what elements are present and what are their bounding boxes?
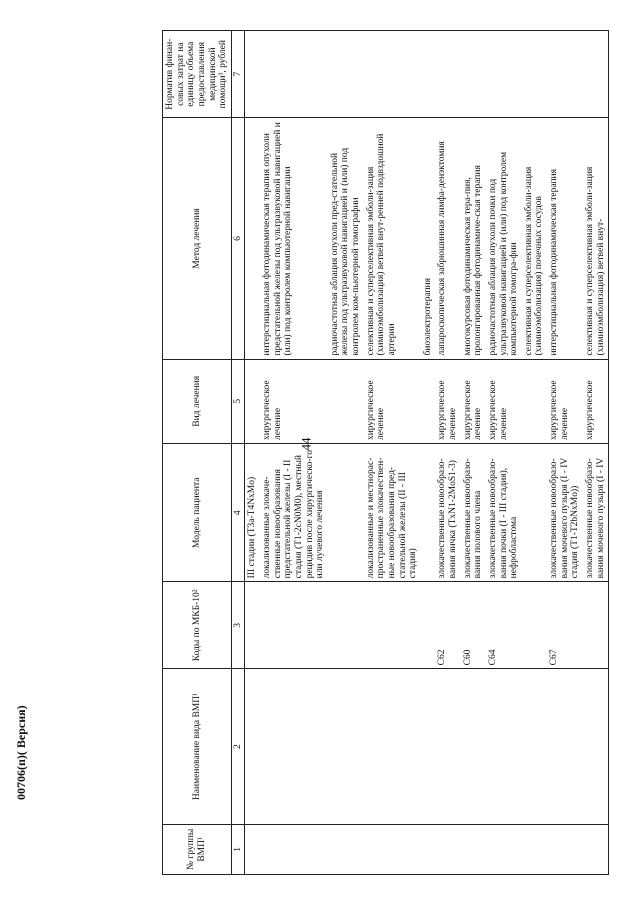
cell-type (328, 359, 364, 443)
cell-norm (260, 31, 328, 118)
col-number: 5 (231, 359, 245, 443)
cell-code (328, 582, 364, 669)
cell-method: радиочастотная аблация опухоли пред-стательной железы под ультразвуковой навигацией и (или) под контролем ком-пьютерной томографии (328, 118, 364, 359)
table-row (328, 31, 364, 875)
cell-norm (547, 31, 583, 118)
cell-name (328, 669, 364, 825)
cell-group (435, 824, 460, 874)
header-type: Вид лечения (163, 359, 232, 443)
col-number: 3 (231, 582, 245, 669)
cell-model: злокачественные новообразо-вания полового члена (461, 444, 486, 582)
cell-code: C60 (461, 582, 486, 669)
cell-method: биоэлектротерапия (421, 118, 436, 359)
cell-model (421, 444, 436, 582)
cell-model: злокачественные новообразо-вания мочевого пузыря (I - IV стадия (T1-T2bNxMo)) (547, 444, 583, 582)
cell-norm (522, 31, 547, 118)
cell-type: хирургическое лечение (486, 359, 522, 443)
cell-group (245, 824, 260, 874)
cell-type: хирургическое лечение (435, 359, 460, 443)
col-number: 7 (231, 31, 245, 118)
cell-name (547, 669, 583, 825)
cell-norm (461, 31, 486, 118)
table-row (364, 31, 421, 875)
cell-group (328, 824, 364, 874)
cell-norm (486, 31, 522, 118)
cell-name (486, 669, 522, 825)
cell-name (583, 669, 609, 825)
cell-norm (245, 31, 260, 118)
rotated-content (162, 30, 606, 875)
header-method: Метод лечения (163, 118, 232, 359)
cell-type (522, 359, 547, 443)
cell-method: интерстициальная фотодинамическая терапия (547, 118, 583, 359)
table-row (245, 31, 260, 875)
cell-code (583, 582, 609, 669)
cell-model (522, 444, 547, 582)
cell-group (461, 824, 486, 874)
cell-code (260, 582, 328, 669)
header-norm: Норматив финан-совых затрат на единицу объема предоставления медицинской помощи³, рублей (163, 31, 232, 118)
cell-method: многокурсовая фотодинамическая тера-пия, пролонгированная фотодинамиче-ская терапия (461, 118, 486, 359)
col-number: 6 (231, 118, 245, 359)
cell-model: локализованные и местнорас-пространенные злокачествен-ные новообразования пред-стательной железы (II - III стадия) (364, 444, 421, 582)
cell-type: хирургическое лечение (260, 359, 328, 443)
col-number: 2 (231, 669, 245, 825)
cell-type: хирургическое лечение (364, 359, 421, 443)
cell-model: локализованные злокаче-ственные новообразования предстательной железы (I - II стадия (T1-2cN0M0), местный рецидив после хирургическо-го или лучевого лечения (260, 444, 328, 582)
cell-name (245, 669, 260, 825)
col-number: 1 (231, 824, 245, 874)
cell-norm (583, 31, 609, 118)
table-body (245, 31, 609, 875)
cell-method: радиочастотная аблация опухоли почки под ультразвуковой навигацией и (или) под контролем компьютерной томогра-фии (486, 118, 522, 359)
table-row (421, 31, 436, 875)
cell-method (245, 118, 260, 359)
cell-group (547, 824, 583, 874)
cell-name (364, 669, 421, 825)
cell-type: хирургическое лечение (461, 359, 486, 443)
table-row (260, 31, 328, 875)
header-row (163, 31, 232, 875)
table-row (522, 31, 547, 875)
cell-code (245, 582, 260, 669)
header-code: Коды по МКБ-10² (163, 582, 232, 669)
cell-name (461, 669, 486, 825)
table-row (461, 31, 486, 875)
cell-method: интерстициальная фотодинамическая терапия опухоли предстательной железы под ультразвуковой навигацией и (или) под контролем компьютерной навигации (260, 118, 328, 359)
page-number: 44 (298, 437, 314, 451)
cell-group (260, 824, 328, 874)
cell-code: C64 (486, 582, 522, 669)
document-footer: 00706(п)( Версия) (14, 705, 28, 800)
header-name: Наименование вида ВМП¹ (163, 669, 232, 825)
cell-model: злокачественные новообразо-вания мочевого пузыря (I - IV (583, 444, 609, 582)
cell-group (522, 824, 547, 874)
table-row (486, 31, 522, 875)
cell-group (364, 824, 421, 874)
cell-code (421, 582, 436, 669)
cell-name (260, 669, 328, 825)
cell-model: злокачественные новообразо-вания почки (I - III стадия), нефробластома (486, 444, 522, 582)
header-model: Модель пациента (163, 444, 232, 582)
header-group: № группы ВМП¹ (163, 824, 232, 874)
cell-norm (328, 31, 364, 118)
cell-type (245, 359, 260, 443)
cell-name (522, 669, 547, 825)
cell-name (421, 669, 436, 825)
table-row (547, 31, 583, 875)
cell-name (435, 669, 460, 825)
table-row (583, 31, 609, 875)
col-number: 4 (231, 444, 245, 582)
cell-type (421, 359, 436, 443)
cell-type: хирургическое (583, 359, 609, 443)
cell-code: C67 (547, 582, 583, 669)
cell-method: селективная и суперселективная эмболи-зация (химиоэмболизация) почечных сосудов (522, 118, 547, 359)
cell-type: хирургическое лечение (547, 359, 583, 443)
table-row (435, 31, 460, 875)
cell-model: злокачественные новообразо-вания яичка (TxN1-2MoS1-3) (435, 444, 460, 582)
cell-model (328, 444, 364, 582)
cell-group (583, 824, 609, 874)
cell-method: селективная и суперселективная эмболи-зация (химиоэмболизация) ветвей внут- (583, 118, 609, 359)
cell-code (364, 582, 421, 669)
cell-group (486, 824, 522, 874)
cell-method: селективная и суперселективная эмболи-зация (химиоэмболизация) ветвей внут-ренней подвздошной артерии (364, 118, 421, 359)
cell-code (522, 582, 547, 669)
cell-model: III стадии (T3a-T4NxMo) (245, 444, 260, 582)
vmp-table (162, 30, 609, 875)
cell-method: лапароскопическая забрюшинная лимфа-денэктомия (435, 118, 460, 359)
cell-norm (435, 31, 460, 118)
cell-norm (421, 31, 436, 118)
cell-norm (364, 31, 421, 118)
cell-code: C62 (435, 582, 460, 669)
cell-group (421, 824, 436, 874)
column-number-row (231, 31, 245, 875)
